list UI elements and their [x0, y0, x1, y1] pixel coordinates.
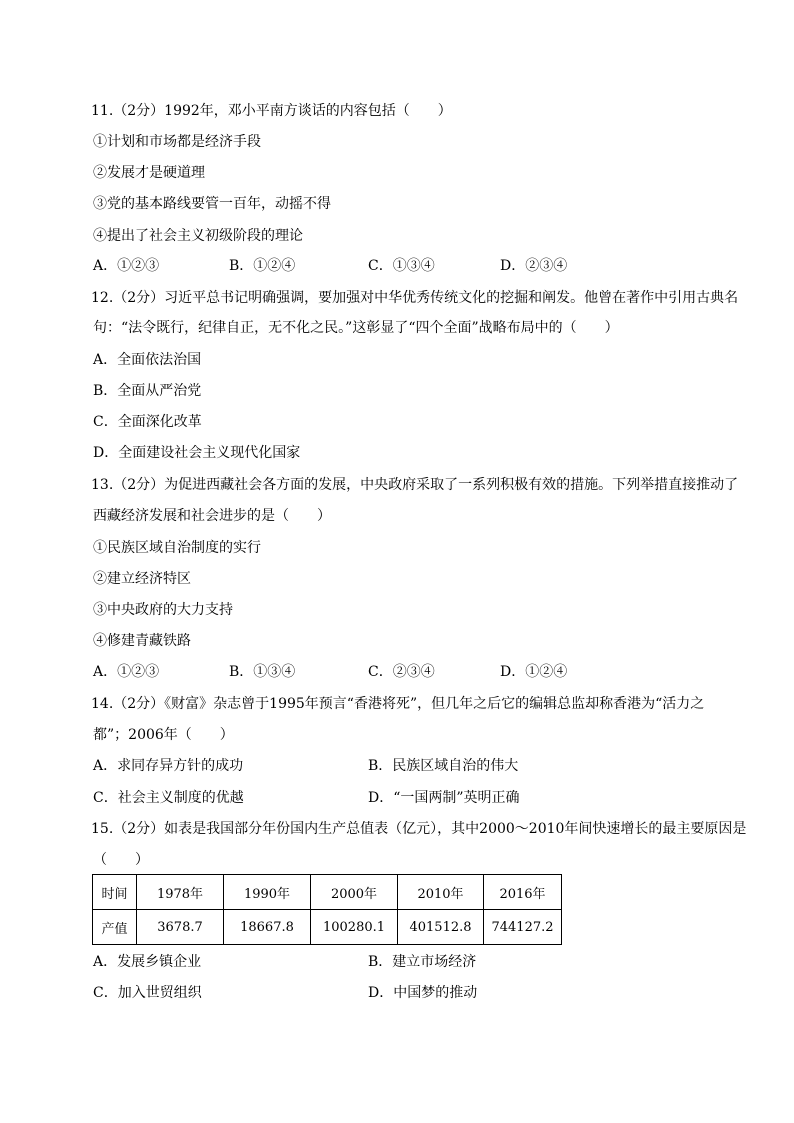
question-13-option-b: B．①③④ [229, 664, 296, 680]
question-13-item-3: ③中央政府的大力支持 [93, 602, 233, 618]
table-header-cell: 1978年 [137, 875, 224, 910]
table-cell: 18667.8 [224, 910, 311, 945]
question-13-option-a: A．①②③ [93, 664, 160, 680]
question-15-option-c: C．加入世贸组织 [93, 985, 202, 1001]
question-13-item-2: ②建立经济特区 [93, 571, 191, 587]
question-12-option-d: D．全面建设社会主义现代化国家 [93, 445, 301, 461]
table-row [93, 910, 562, 945]
question-14-option-b: B．民族区域自治的伟大 [368, 758, 519, 774]
question-14-stem-line-1: 14.（2分）《财富》杂志曾于1995年预言“香港将死”，但几年之后它的编辑总监却称香港为“活力之 [91, 696, 705, 712]
question-13-option-c: C．②③④ [368, 664, 435, 680]
table-cell: 401512.8 [398, 910, 484, 945]
table-row [93, 875, 562, 910]
question-11-option-a: A．①②③ [93, 258, 160, 274]
question-12-stem-line-1: 12.（2分）习近平总书记明确强调，要加强对中华优秀传统文化的挖掘和阐发。他曾在著作中引用古典名 [91, 290, 739, 306]
question-12-option-a: A．全面依法治国 [93, 352, 202, 368]
question-13-item-1: ①民族区域自治制度的实行 [93, 540, 261, 556]
table-cell: 744127.2 [484, 910, 562, 945]
table-cell: 100280.1 [311, 910, 398, 945]
question-12-option-c: C．全面深化改革 [93, 414, 202, 430]
question-13-item-4: ④修建青藏铁路 [93, 633, 191, 649]
table-cell: 3678.7 [137, 910, 224, 945]
table-header-cell: 时间 [93, 875, 137, 910]
question-13-stem-line-1: 13.（2分）为促进西藏社会各方面的发展，中央政府采取了一系列积极有效的措施。下列举措直接推动了 [91, 477, 739, 493]
table-header-cell: 1990年 [224, 875, 311, 910]
question-15-option-d: D．中国梦的推动 [368, 985, 478, 1001]
question-11-option-d: D．②③④ [500, 258, 568, 274]
question-11-option-c: C．①③④ [368, 258, 435, 274]
question-14-option-c: C．社会主义制度的优越 [93, 790, 244, 806]
question-15-stem-line-2: （ ） [93, 852, 149, 868]
question-13-stem-line-2: 西藏经济发展和社会进步的是（ ） [93, 508, 331, 524]
table-header-cell: 2010年 [398, 875, 484, 910]
question-14-option-a: A．求同存异方针的成功 [93, 758, 244, 774]
question-12-stem-line-2: 句：“法令既行，纪律自正，无不化之民。”这彰显了“四个全面”战略布局中的（ ） [93, 320, 619, 336]
question-11-item-4: ④提出了社会主义初级阶段的理论 [93, 228, 303, 244]
question-14-stem-line-2: 都”；2006年（ ） [93, 727, 234, 743]
question-13-option-d: D．①②④ [500, 664, 568, 680]
question-12-option-b: B．全面从严治党 [93, 383, 202, 399]
question-11-item-2: ②发展才是硬道理 [93, 165, 205, 181]
table-header-cell: 2016年 [484, 875, 562, 910]
table-header-cell: 2000年 [311, 875, 398, 910]
question-11-item-1: ①计划和市场都是经济手段 [93, 134, 261, 150]
question-15-option-a: A．发展乡镇企业 [93, 954, 202, 970]
question-11-item-3: ③党的基本路线要管一百年，动摇不得 [93, 196, 331, 212]
question-14-option-d: D．“一国两制”英明正确 [368, 790, 520, 806]
gdp-table [92, 874, 562, 945]
question-15-option-b: B．建立市场经济 [368, 954, 477, 970]
question-11-stem: 11.（2分）1992年，邓小平南方谈话的内容包括（ ） [91, 103, 452, 119]
table-cell: 产值 [93, 910, 137, 945]
question-11-option-b: B．①②④ [229, 258, 296, 274]
question-15-stem-line-1: 15.（2分）如表是我国部分年份国内生产总值表（亿元），其中2000～2010年间快速增长的最主要原因是 [91, 821, 747, 837]
